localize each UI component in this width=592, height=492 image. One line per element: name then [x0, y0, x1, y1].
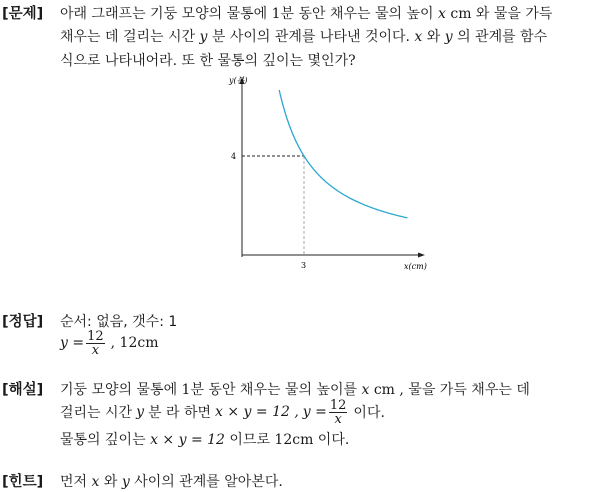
x-axis-label: x(cm): [404, 262, 427, 271]
problem-line-1: [60, 3, 552, 23]
y-axis-label: y(분): [229, 76, 248, 85]
x-tick-label: 3: [301, 261, 307, 270]
var-y: y: [444, 29, 453, 45]
solution-line-2: [60, 394, 385, 430]
problem-line-3: [60, 50, 356, 70]
answer-fraction: [86, 330, 105, 357]
x-axis-arrow: [418, 253, 425, 258]
var-x: x: [414, 29, 423, 45]
y-tick-label: 4: [231, 152, 237, 161]
var-y: y: [121, 474, 130, 490]
problem-text: 채우는 데 걸리는 시간: [60, 29, 196, 45]
hint-text: 먼저: [60, 474, 88, 490]
problem-text: 아래 그래프는 기둥 모양의 물통에 1분 동안 채우는 물의 높이: [60, 6, 434, 22]
var-y: y: [136, 404, 144, 420]
solution-eq-1: x × y = 12 ,: [215, 404, 299, 420]
solution-text: 물통의 깊이는: [60, 432, 146, 448]
solution-text: cm , 물을 가득 채우는 데: [373, 382, 530, 398]
var-x: x: [91, 474, 100, 490]
hint-tag: [힌트]: [2, 474, 44, 490]
solution-text: 이므로 12cm 이다.: [229, 432, 350, 448]
graph: [220, 74, 435, 274]
solution-text: 분 라 하면: [148, 405, 211, 421]
answer-tag: [정답]: [2, 314, 44, 330]
solution-fraction: [329, 399, 348, 426]
problem-text: cm 와 물을 가득: [450, 6, 553, 22]
hint-text: 와: [103, 474, 118, 490]
problem-text: 와: [426, 29, 441, 45]
hint-text: 사이의 관계를 알아본다.: [134, 474, 283, 490]
var-y: y: [199, 29, 208, 45]
hint-line: [60, 471, 283, 491]
curve-series: [279, 90, 407, 218]
problem-tag: [문제]: [2, 6, 44, 22]
solution-text: 기둥 모양의 물통에 1분 동안 채우는 물의 높이를: [60, 382, 358, 398]
fraction-denominator: x: [334, 411, 342, 427]
problem-line-2: [60, 26, 547, 46]
var-x: x: [361, 382, 370, 398]
answer-text: 순서: 없음, 갯수: 1: [60, 314, 178, 330]
problem-text: 식으로 나타내어라. 또 한 물통의 깊이는 몇인가?: [60, 53, 356, 69]
solution-line-3: [60, 429, 349, 449]
solution-text: 걸리는 시간: [60, 405, 133, 421]
solution-tag: [해설]: [2, 382, 44, 398]
fraction-numerator: 12: [329, 397, 347, 413]
solution-eq-2: y =: [302, 404, 327, 420]
fraction-denominator: x: [91, 342, 100, 358]
answer-tail: , 12cm: [110, 335, 159, 351]
fraction-numerator: 12: [87, 328, 104, 344]
problem-text: 의 관계를 함수: [457, 29, 548, 45]
solution-text: 이다.: [353, 405, 385, 421]
solution-eq-3: x × y = 12: [150, 432, 225, 448]
var-x: x: [438, 6, 446, 22]
problem-text: 분 사이의 관계를 나타낸 것이다.: [211, 29, 410, 45]
answer-eq-lhs: y =: [60, 335, 85, 351]
answer-equation: [60, 325, 158, 361]
